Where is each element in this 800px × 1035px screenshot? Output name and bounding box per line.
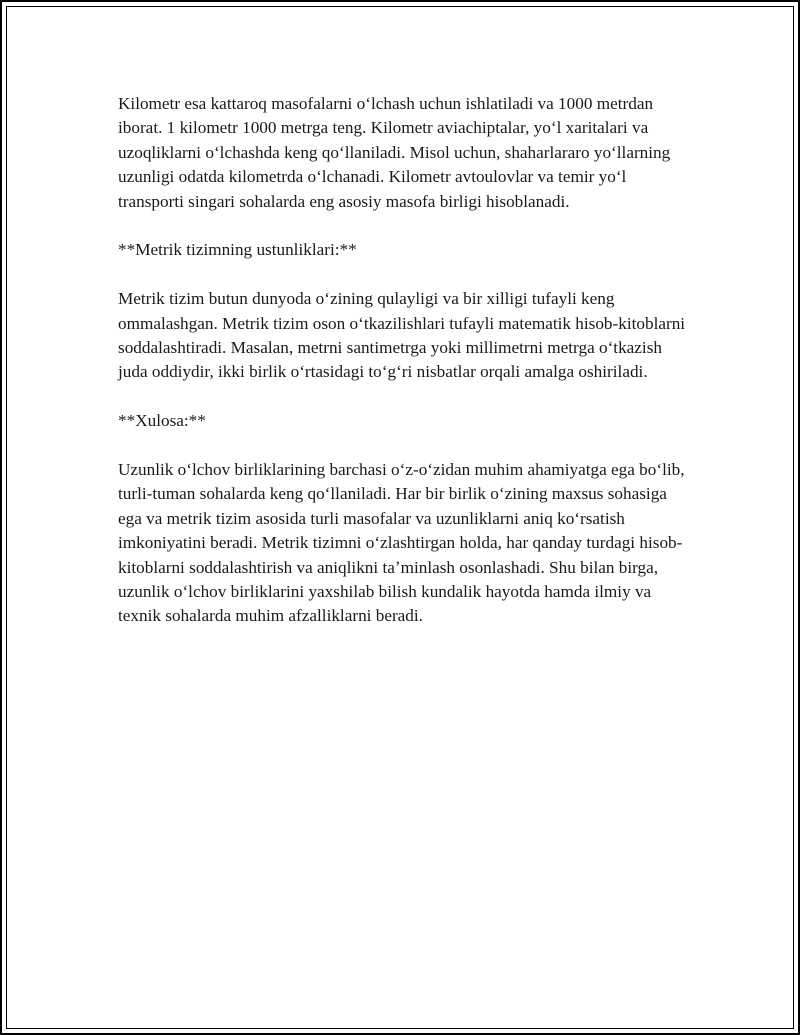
paragraph-metrik-tizim: Metrik tizim butun dunyoda oʻzining qulayligi va bir xilligi tufayli keng ommalashgan. Metrik tizim oson oʻtkazilishlari tufayli matematik hisob-kitoblarni soddalashtiradi. Masalan, metrni santimetrga yoki millimetrni metrga oʻtkazish juda oddiydir, ikki birlik oʻrtasidagi toʻgʻri nisbatlar orqali amalga oshiriladi. xyxy=(118,289,686,382)
heading-metrik-tizim-ustunliklari: **Metrik tizimning ustunliklari:** xyxy=(118,240,357,260)
heading-xulosa: **Xulosa:** xyxy=(118,411,206,431)
document-body xyxy=(118,92,688,653)
paragraph-kilometr: Kilometr esa kattaroq masofalarni oʻlchash uchun ishlatiladi va 1000 metrdan iborat. 1 kilometr 1000 metrga teng. Kilometr aviachiptalar, yoʻl xaritalari va uzoqliklarni oʻlchashda keng qoʻllaniladi. Misol uchun, shaharlararo yoʻllarning uzunligi odatda kilometrda oʻlchanadi. Kilometr avtoulovlar va temir yoʻl transporti singari sohalarda eng asosiy masofa birligi hisoblanadi. xyxy=(118,94,671,211)
paragraph-xulosa: Uzunlik oʻlchov birliklarining barchasi oʻz-oʻzidan muhim ahamiyatga ega boʻlib, turli-tuman sohalarda keng qoʻllaniladi. Har bir birlik oʻzining maxsus sohasiga ega va metrik tizim asosida turli masofalar va uzunliklarni aniq koʻrsatish imkoniyatini beradi. Metrik tizimni oʻzlashtirgan holda, har qanday turdagi hisob-kitoblarni soddalashtirish va aniqlikni taʼminlash osonlashadi. Shu bilan birga, uzunlik oʻlchov birliklarini yaxshilab bilish kundalik hayotda hamda ilmiy va texnik sohalarda muhim afzalliklarni beradi. xyxy=(118,460,685,626)
